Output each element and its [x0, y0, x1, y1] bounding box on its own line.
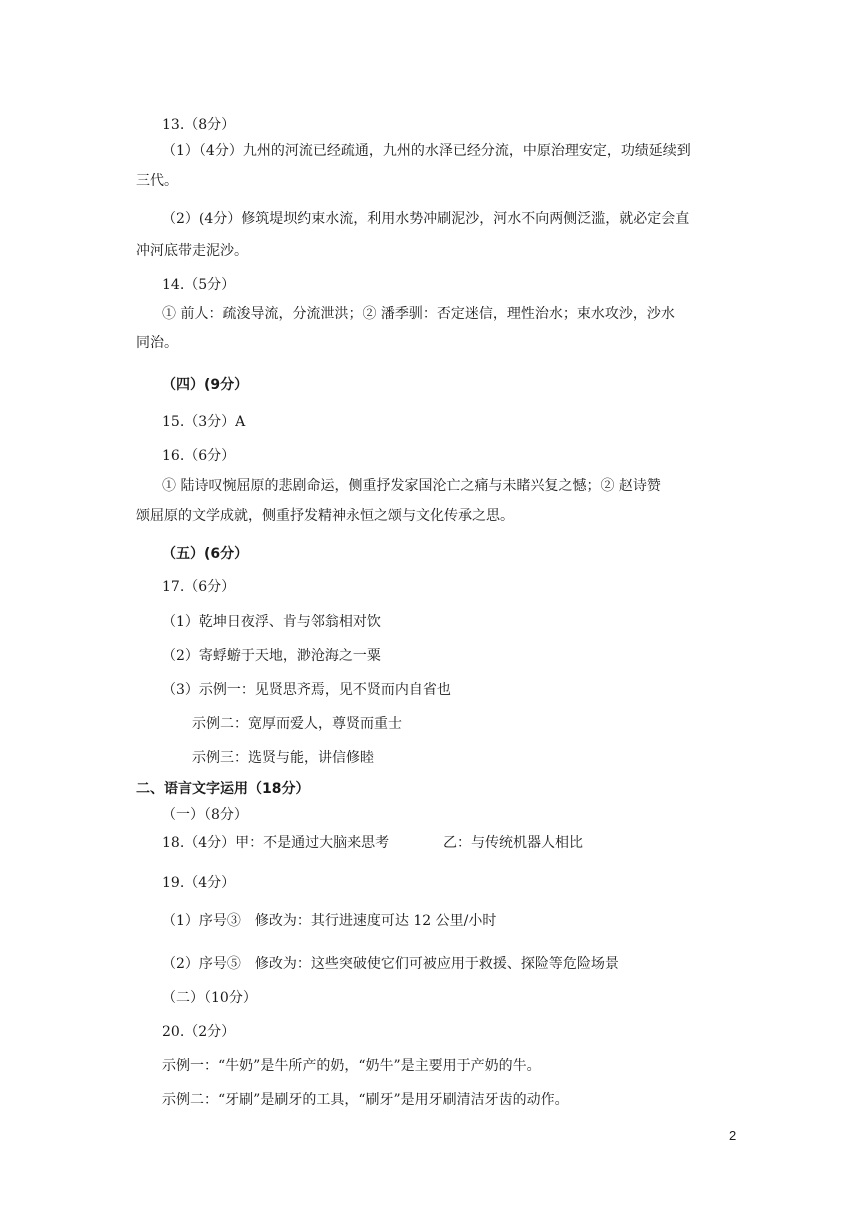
question-16-heading: 16.（6分） — [162, 448, 236, 464]
question-14-heading: 14.（5分） — [162, 277, 236, 293]
answer-17-1: （1）乾坤日夜浮、肯与邻翁相对饮 — [162, 614, 381, 630]
answer-18-a: 18.（4分）甲：不是通过大脑来思考 — [162, 835, 390, 851]
answer-15: 15.（3分）A — [162, 414, 246, 430]
answer-13-1: （1）（4分）九州的河流已经疏通，九州的水泽已经分流，中原治理安定，功绩延续到 — [162, 143, 691, 159]
answer-20-example-1: 示例一：“牛奶”是牛所产的奶，“奶牛”是主要用于产奶的牛。 — [162, 1058, 541, 1074]
question-19-heading: 19.（4分） — [162, 875, 236, 891]
part-2-heading: 二、语言文字运用（18分） — [136, 781, 310, 797]
answer-14: ① 前人：疏浚导流，分流泄洪；② 潘季驯：否定迷信，理性治水；束水攻沙，沙水 — [162, 306, 675, 322]
answer-13-2-cont: 冲河底带走泥沙。 — [136, 243, 248, 259]
subsection-2-heading: （二）（10分） — [162, 990, 257, 1006]
section-5-heading: （五）(6分） — [162, 546, 249, 562]
answer-16: ① 陆诗叹惋屈原的悲剧命运，侧重抒发家国沦亡之痛与未睹兴复之憾；② 赵诗赞 — [162, 478, 661, 494]
answer-17-3-example-2: 示例二：宽厚而爱人，尊贤而重士 — [192, 716, 402, 732]
question-20-heading: 20.（2分） — [162, 1024, 236, 1040]
answer-19-2: （2）序号⑤ 修改为：这些突破使它们可被应用于救援、探险等危险场景 — [162, 956, 619, 972]
page-number: 2 — [729, 1128, 737, 1143]
answer-17-3-example-1: （3）示例一：见贤思齐焉，见不贤而内自省也 — [162, 682, 451, 698]
answer-14-cont: 同治。 — [136, 335, 178, 351]
question-17-heading: 17.（6分） — [162, 579, 236, 595]
answer-17-3-example-3: 示例三：选贤与能，讲信修睦 — [192, 750, 374, 766]
section-4-heading: （四）(9分） — [162, 377, 249, 393]
answer-16-cont: 颂屈原的文学成就，侧重抒发精神永恒之颂与文化传承之思。 — [136, 508, 514, 524]
answer-17-2: （2）寄蜉蝣于天地，渺沧海之一粟 — [162, 648, 381, 664]
answer-19-1: （1）序号③ 修改为：其行进速度可达 12 公里/小时 — [162, 913, 497, 929]
answer-18-b: 乙：与传统机器人相比 — [443, 835, 583, 851]
subsection-1-heading: （一）（8分） — [162, 807, 248, 823]
answer-20-example-2: 示例二：“牙刷”是刷牙的工具，“刷牙”是用牙刷清洁牙齿的动作。 — [162, 1092, 569, 1108]
question-13-heading: 13.（8分） — [162, 117, 236, 133]
answer-13-2: （2）(4分）修筑堤坝约束水流，利用水势冲刷泥沙，河水不向两侧泛滥，就必定会直 — [162, 211, 690, 227]
answer-13-1-cont: 三代。 — [136, 173, 178, 189]
